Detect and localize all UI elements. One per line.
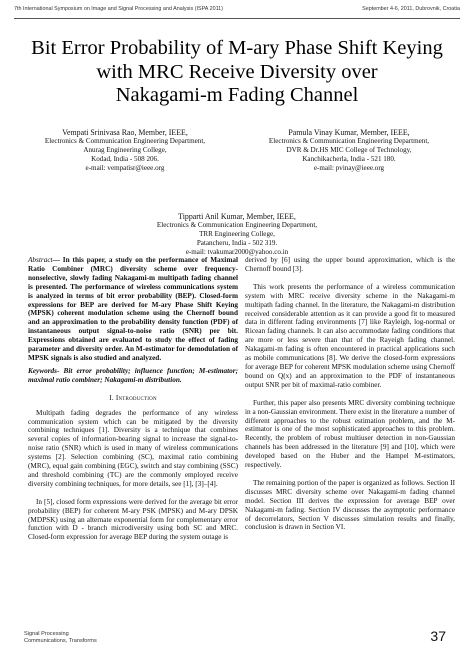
conference-name: 7th International Symposium on Image and Signal Processing and Analysis (ISPA 2011) <box>14 6 223 12</box>
author-department: Electronics & Communication Engineering Department, <box>44 137 206 146</box>
author-organization: Anurag Engineering College, <box>83 146 167 155</box>
author-address: Patancheru, India - 502 319. <box>196 239 278 248</box>
intro-paragraph-2: In [5], closed form expressions were derived for the average bit error probability (BEP) for coherent M-ary PSK (MPSK) and M-ary DPSK (MDPSK) using an alternate exponential form for complementary error function with D - branch microdiversity using both SC and MRC. Closed-form expression for average BEP during the system outage is <box>28 497 238 542</box>
right-paragraph-3: The remaining portion of the paper is organized as follows. Section II discusses MRC diversity scheme over Nakagami-m fading channel model. Section III derives the expression for average BEP over Nakagami-m fading. Section IV discusses the asymptotic performance of decorrelators, Section V discusses simulation results and finally, conclusion is drawn in Section VI. <box>245 478 456 532</box>
author-email[interactable]: e-mail: pvinay@ieee.org <box>313 164 385 173</box>
abstract-dash: — <box>52 256 63 264</box>
abstract-text: In this paper, a study on the performance of Maximal Ratio Combiner (MRC) diversity scheme over frequency-nonselective, slowly fading Nakagami-m multipath fading channel is presented. The performance of wireless communications system is analyzed in terms of bit error probability (BEP). Closed-form expressions for BEP are derived for M-ary Phase Shift Keying (MPSK) coherent modulation scheme using the Chernoff bound and an approximation to the probability density function (PDF) of instantaneous output signal-to-noise ratio (SNR) per bit. Expressions obtained are evaluated to study the effect of fading parameter and diversity order. An M-estimator for demodulation of MPSK signals is also studied and analyzed. <box>28 256 238 362</box>
author-address: Kodad, India - 508 206. <box>91 155 159 164</box>
conference-date-location: September 4-6, 2011, Dubrovnik, Croatia <box>362 6 460 12</box>
right-paragraph-continued: derived by [6] using the upper bound approximation, which is the Chernoff bound [3]. <box>245 256 455 273</box>
section-heading-introduction: I. Introduction <box>109 393 157 402</box>
page-footer <box>24 631 97 645</box>
author-email[interactable]: e-mail: vempatisr@ieee.org <box>85 164 165 173</box>
author-organization: DVR & Dr.HS MIC College of Technology, <box>286 146 412 155</box>
author-block-3 <box>128 212 346 257</box>
title-line-2: with MRC Receive Diversity over <box>96 60 378 83</box>
author-department: Electronics & Communication Engineering Department, <box>156 221 318 230</box>
author-block-2 <box>246 128 452 173</box>
footer-category-line-1: Signal Processing <box>24 631 69 637</box>
header-rule <box>14 18 460 19</box>
abstract <box>28 256 238 363</box>
title-line-1: Bit Error Probability of M-ary Phase Shift Keying <box>31 37 443 59</box>
keywords: Keywords- Bit error probability; influence function; M-estimator; maximal ratio combiner; Nakagami-m distribution. <box>28 366 238 384</box>
intro-paragraph-1: Multipath fading degrades the performance of any wireless communication system which can be mitigated by the diversity combining techniques [1]. Diversity is a technique that combines several copies of information-bearing signal to increase the signal-to-noise ratio (SNR) which is used in many of wireless communications systems [2]. Selection combining (SC), maximal ratio combining (MRC), equal gain combining (EGC), switch and stay combining (SSC) and threshold combining (TC) are the commonly employed receive diversity combining techniques, for more details, see [1], [3]–[4]. <box>28 408 238 488</box>
left-column <box>28 256 238 542</box>
author-block-1 <box>22 128 228 173</box>
right-paragraph-1: This work presents the performance of a wireless communication system with MRC receive diversity scheme in the Nakagami-m multipath fading channel. In the literature, the Nakagami-m distribution received considerable attention as it can provide a good fit to measured data in different fading environments [7] like Rayleigh, log-normal or Ricean fading channels. It can also accommodate fading conditions that are more or less severe than that of the Rayeigh fading channel. Nakagami-m fading is often encountered in practical applications such as mobile communications [8]. We derive the closed-form expressions for average BEP for coherent MPSK modulation scheme using Chernoff bound on Q(x) and an approximation to the PDF of instantaneous output SNR per bit of maximal-ratio combiner. <box>245 282 456 389</box>
author-name: Pamula Vinay Kumar, Member, IEEE, <box>288 128 410 137</box>
author-name: Vempati Srinivasa Rao, Member, IEEE, <box>62 128 188 137</box>
title-line-3: Nakagami-m Fading Channel <box>115 84 359 106</box>
author-email[interactable]: e-mail: tvakumar2000@yahoo.co.in <box>185 248 289 257</box>
abstract-lead: Abstract <box>28 256 53 264</box>
right-paragraph-2: Further, this paper also presents MRC diversity combining technique in a non-Gaussian environment. There exist in the literature a number of different approaches to the robust estimation problem, and the M-estimator is one of the most sophisticated approaches to this problem. Recently, the problem of robust multiuser detection in non-Gaussian channels has been addressed in the literature [9] and [10], which were developed based on the Huber and the Hampel M-estimators, respectively. <box>245 398 455 470</box>
running-header <box>14 6 460 18</box>
author-department: Electronics & Communication Engineering Department, <box>268 137 430 146</box>
right-column <box>245 256 455 532</box>
author-address: Kanchikacherla, India - 521 180. <box>302 155 396 164</box>
author-name: Tipparti Anil Kumar, Member, IEEE, <box>178 212 296 221</box>
paper-title <box>24 37 450 108</box>
page-number: 37 <box>430 628 446 644</box>
footer-category-line-2: Communications, Transforms <box>24 638 97 645</box>
author-organization: TRR Engineering College, <box>199 230 275 239</box>
